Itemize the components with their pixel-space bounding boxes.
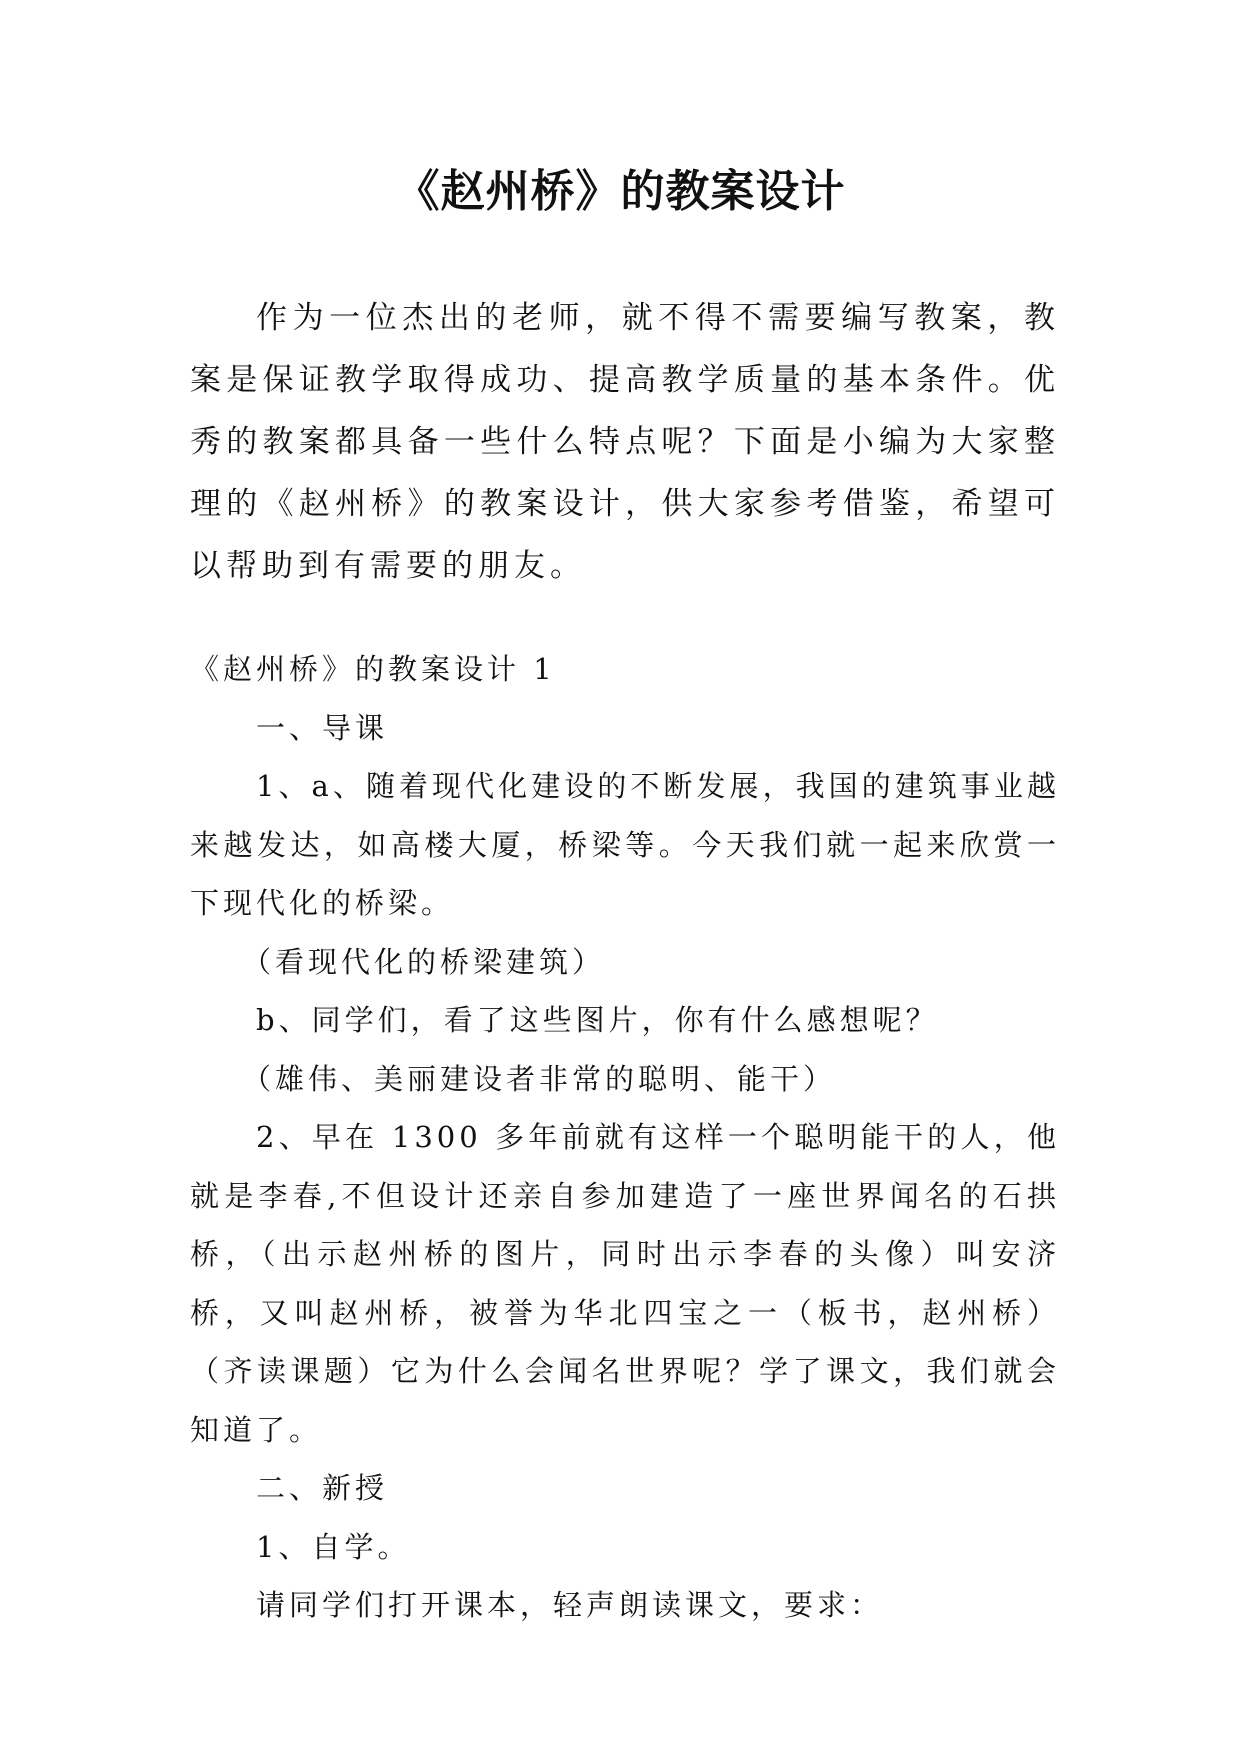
- part-heading-intro: 一、导课: [256, 710, 389, 745]
- section-title: 《赵州桥》的教案设计 1: [190, 652, 556, 686]
- paragraph-7: 请同学们打开课本，轻声朗读课文，要求：: [256, 1588, 884, 1622]
- paragraph-6: 1、自学。: [256, 1529, 411, 1564]
- paragraph-1: 1、a、随着现代化建设的不断发展，我国的建筑事业越来越发达，如高楼大厦，桥梁等。今天我们就一起来欣赏一下现代化的桥梁。: [190, 769, 1060, 920]
- part-heading-new-lesson: 二、新授: [256, 1471, 389, 1505]
- document-title: 《赵州桥》的教案设计: [395, 166, 846, 217]
- paragraph-5: 2、早在 1300 多年前就有这样一个聪明能干的人，他就是李春,不但设计还亲自参加建造了一座世界闻名的石拱桥，（出示赵州桥的图片，同时出示李春的头像）叫安济桥，又叫赵州桥，被誉为华北四宝之一（板书，赵州桥）（齐读课题）它为什么会闻名世界呢？学了课文，我们就会知道了。: [190, 1120, 1060, 1447]
- paragraph-4: （雄伟、美丽建设者非常的聪明、能干）: [242, 1061, 837, 1096]
- lesson-plan-body: [190, 640, 1060, 1635]
- paragraph-3: b、同学们，看了这些图片，你有什么感想呢？: [256, 1003, 939, 1037]
- intro-paragraph: 作为一位杰出的老师，就不得不需要编写教案，教案是保证教学取得成功、提高教学质量的基本条件。优秀的教案都具备一些什么特点呢？下面是小编为大家整理的《赵州桥》的教案设计，供大家参考借鉴，希望可以帮助到有需要的朋友。: [190, 300, 1060, 584]
- paragraph-2: （看现代化的桥梁建筑）: [242, 944, 606, 979]
